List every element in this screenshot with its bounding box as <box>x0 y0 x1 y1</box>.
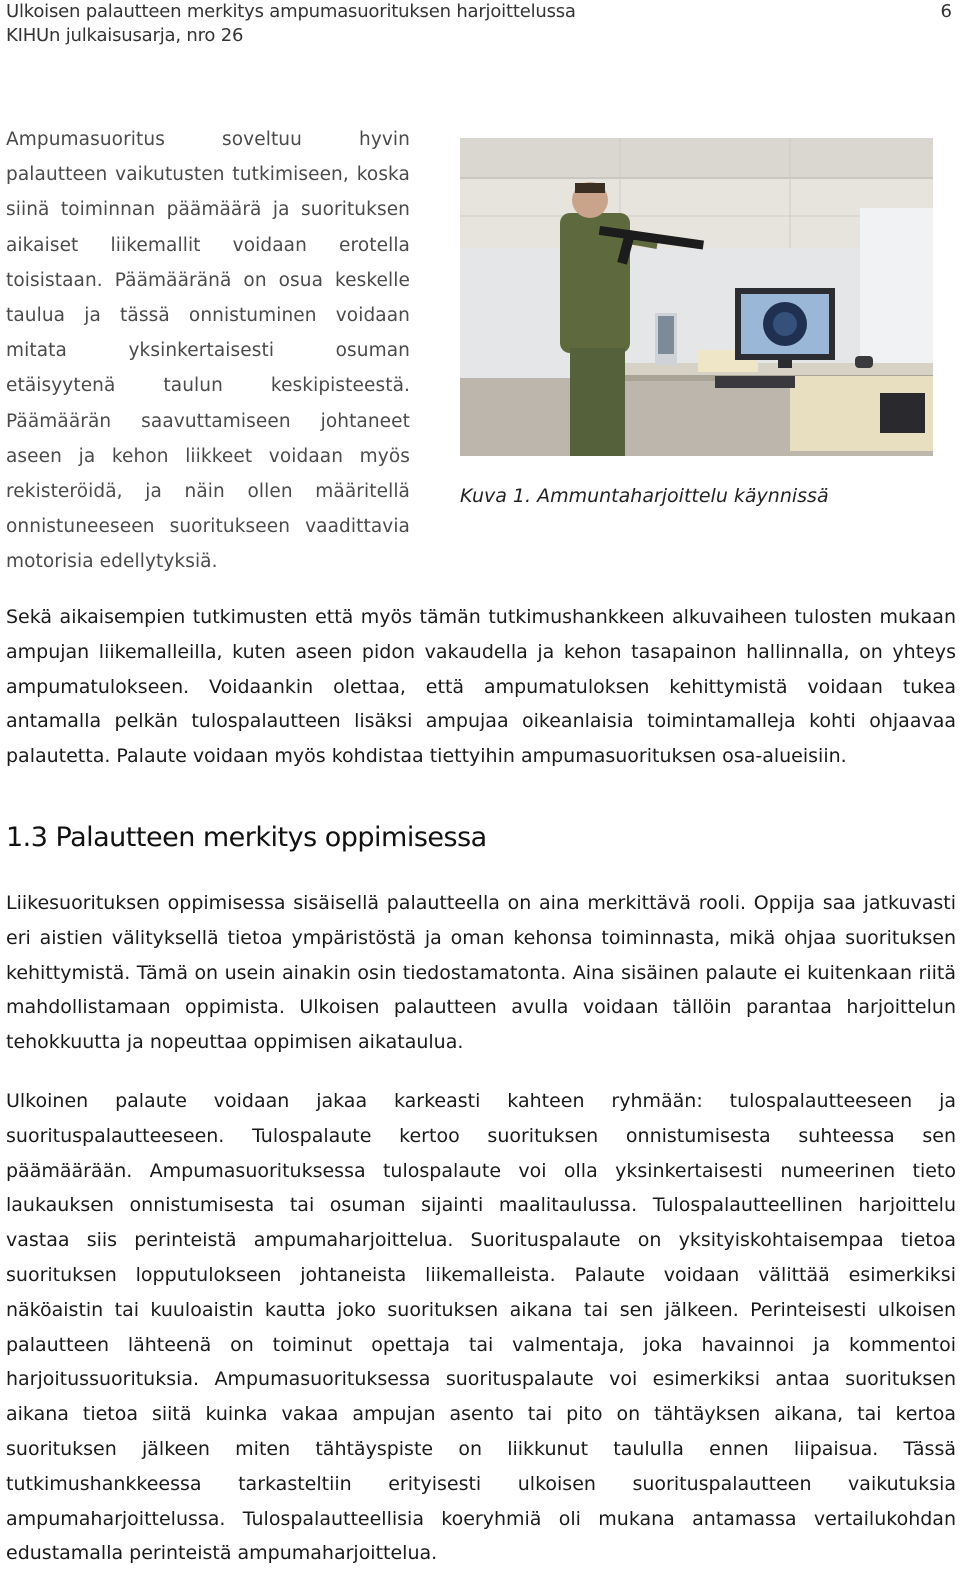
header-series: KIHUn julkaisusarja, nro 26 <box>6 25 244 46</box>
paragraph-1: Sekä aikaisempien tutkimusten että myös tämän tutkimushankkeen alkuvaiheen tulosten mukaan ampujan liikemalleilla, kuten aseen pidon vakaudella ja kehon tasapainon hallinnalla, on yhteys ampumatulokseen. Voidaankin olettaa, että ampumatuloksen kehittymistä voidaan tukea antamalla pelkän tulospalautteen lisäksi ampujaa oikeanlaisia toimintamalleja kohti ohjaavaa palautetta. Palaute voidaan myös kohdistaa tiettyihin ampumasuorituksen osa-alueisiin. <box>6 606 956 768</box>
intro-paragraph: Ampumasuoritus soveltuu hyvin palautteen vaikutusten tutkimiseen, koska siinä toiminnan päämäärä ja suorituksen aikaiset liikemallit voidaan erotella toisistaan. Päämääränä on osua keskelle taulua ja tässä onnistuminen voidaan mitata yksinkertaisesti osuman etäisyytenä taulun keskipisteestä. Päämäärän saavuttamiseen johtaneet aseen ja kehon liikkeet voidaan myös rekisteröidä, ja näin ollen määritellä onnistuneeseen suoritukseen vaadittavia motorisia edellytyksiä. <box>6 129 410 573</box>
header-title: Ulkoisen palautteen merkitys ampumasuorituksen harjoittelussa <box>6 1 576 22</box>
paragraph-2: Liikesuorituksen oppimisessa sisäisellä palautteella on aina merkittävä rooli. Oppija saa jatkuvasti eri aistien välityksellä tietoa ympäristöstä ja oman kehonsa toiminnasta, mikä ohjaa suorituksen kehittymistä. Tämä on usein ainakin osin tiedostamatonta. Aina sisäinen palaute ei kuitenkaan riitä mahdollistamaan oppimista. Ulkoisen palautteen avulla voidaan tällöin parantaa harjoittelun tehokkuutta ja nopeuttaa oppimisen aikataulua. <box>6 892 956 1054</box>
paragraph-3: Ulkoinen palaute voidaan jakaa karkeasti kahteen ryhmään: tulospalautteeseen ja suorituspalautteeseen. Tulospalaute kertoo suorituksen onnistumisesta suhteessa sen päämäärään. Ampumasuorituksessa tulospalaute voi olla yksinkertaisesti numeerinen tieto laukauksen onnistumisesta tai osuman sijainti maalitaulussa. Tulospalautteellinen harjoittelu vastaa siis perinteistä ampumaharjoittelua. Suorituspalaute on yksityiskohtaisempaa tietoa suorituksen lopputulokseen johtaneista liikemalleista. Palaute voidaan välittää esimerkiksi näköaistin tai kuuloaistin kautta joko suorituksen aikana tai sen jälkeen. Perinteisesti ulkoisen palautteen lähteenä on toiminut opettaja tai valmentaja, joka havainnoi ja kommentoi harjoitussuorituksia. Ampumasuorituksessa suorituspalaute voi esimerkiksi antaa suorituksen aikana tietoa siitä kuinka vakaa ampujan asento tai pito on tähtäyksen aikana, tai kertoa suorituksen jälkeen miten tähtäyspiste on liikkunut taululla ennen liipaisua. Tässä tutkimushankkeessa tarkasteltiin erityisesti ulkoisen suorituspalautteen vaikutuksia ampumaharjoittelussa. Tulospalautteellisia koeryhmiä oli mukana antamassa vertailukohdan edustamalla perinteistä ampumaharjoittelua. <box>6 1090 956 1565</box>
figure-caption: Kuva 1. Ammuntaharjoittelu käynnissä <box>460 485 829 507</box>
section-heading: 1.3 Palautteen merkitys oppimisessa <box>6 822 487 853</box>
figure-photo <box>460 138 933 456</box>
shooting-practice-photo <box>460 138 933 456</box>
page-header <box>6 0 956 50</box>
page-number: 6 <box>940 1 952 22</box>
